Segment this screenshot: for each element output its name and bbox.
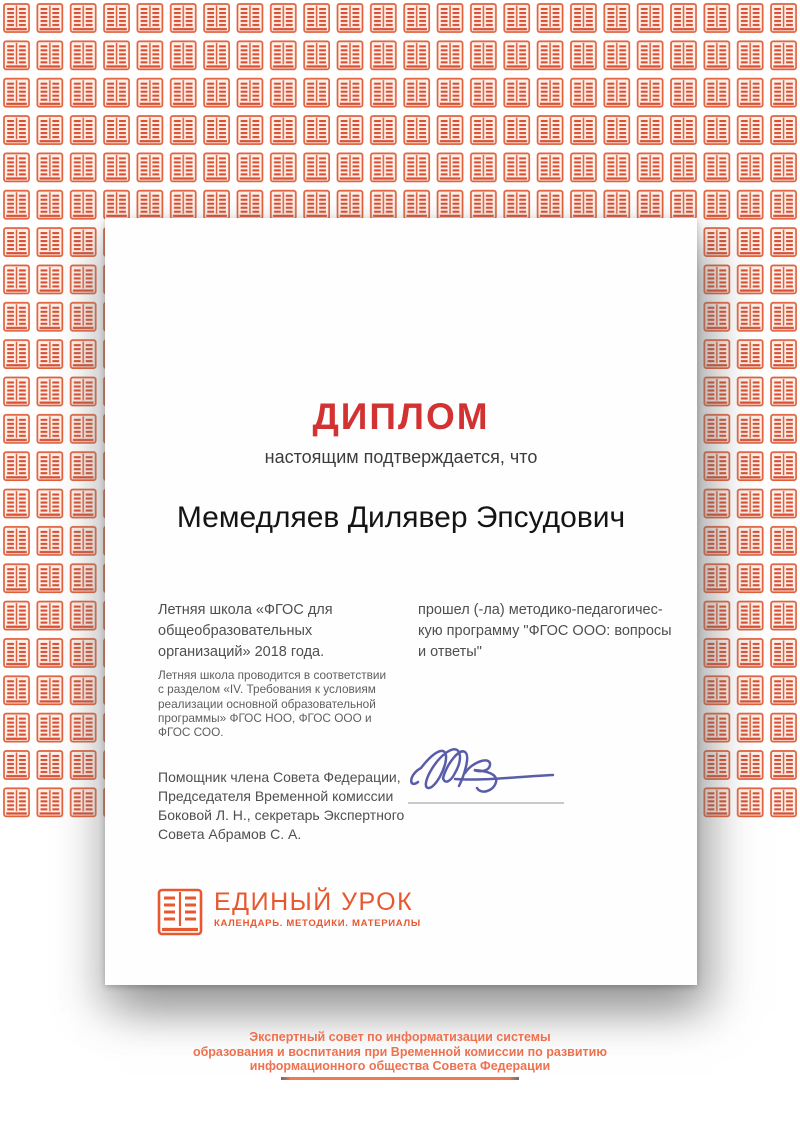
right-column xyxy=(418,600,680,663)
note-line: Летняя школа проводится в соответствии xyxy=(158,668,387,682)
completion-text xyxy=(418,600,680,663)
logo-text xyxy=(214,888,421,929)
certificate-subtitle: настоящим подтверждается, что xyxy=(264,447,538,467)
logo-title: ЕДИНЫЙ УРОК xyxy=(214,888,414,916)
completion-line: и ответы" xyxy=(418,644,482,660)
signatory-line: Помощник члена Совета Федерации, xyxy=(158,769,401,786)
ediny-urok-logo xyxy=(157,888,421,936)
signatory-line: Совета Абрамов С. А. xyxy=(158,826,302,843)
footer-line: Экспертный совет по информатизации системы xyxy=(249,1030,551,1044)
handwritten-signature xyxy=(401,738,581,803)
program-line: организаций» 2018 года. xyxy=(158,644,325,660)
footer-line: информационного общества Совета Федерации xyxy=(249,1059,551,1073)
note-line: ФГОС СОО. xyxy=(158,725,224,740)
recipient-name: Мемедляев Дилявер Эпсудович xyxy=(176,501,626,534)
note-line: реализации основной образовательной xyxy=(158,696,376,711)
certificate-page xyxy=(105,218,697,985)
left-column xyxy=(158,600,412,844)
program-line: Летняя школа «ФГОС для xyxy=(158,602,333,618)
footer-divider xyxy=(281,1077,519,1080)
footer-line: образования и воспитания при Временной комиссии по развитию xyxy=(192,1044,608,1059)
signatory-line: Председателя Временной комиссии xyxy=(158,788,394,805)
certificate-title: ДИПЛОМ xyxy=(312,396,490,437)
open-book-icon xyxy=(157,888,203,936)
signatory-block xyxy=(158,768,412,844)
completion-line: кую программу "ФГОС ООО: вопросы xyxy=(418,623,672,639)
note-line: с разделом «IV. Требования к условиям xyxy=(158,682,376,697)
logo-subtitle: КАЛЕНДАРЬ. МЕТОДИКИ. МАТЕРИАЛЫ xyxy=(214,918,421,929)
completion-line: прошел (-ла) методико-педагогичес- xyxy=(418,602,663,618)
footer-text xyxy=(0,1030,800,1074)
program-line: общеобразовательных xyxy=(158,623,313,639)
note-line: программы» ФГОС НОО, ФГОС ООО и xyxy=(158,710,372,725)
program-name xyxy=(158,600,412,663)
program-note xyxy=(158,668,412,739)
signatory-line: Боковой Л. Н., секретарь Экспертного xyxy=(158,807,405,824)
signature-line xyxy=(408,802,564,804)
